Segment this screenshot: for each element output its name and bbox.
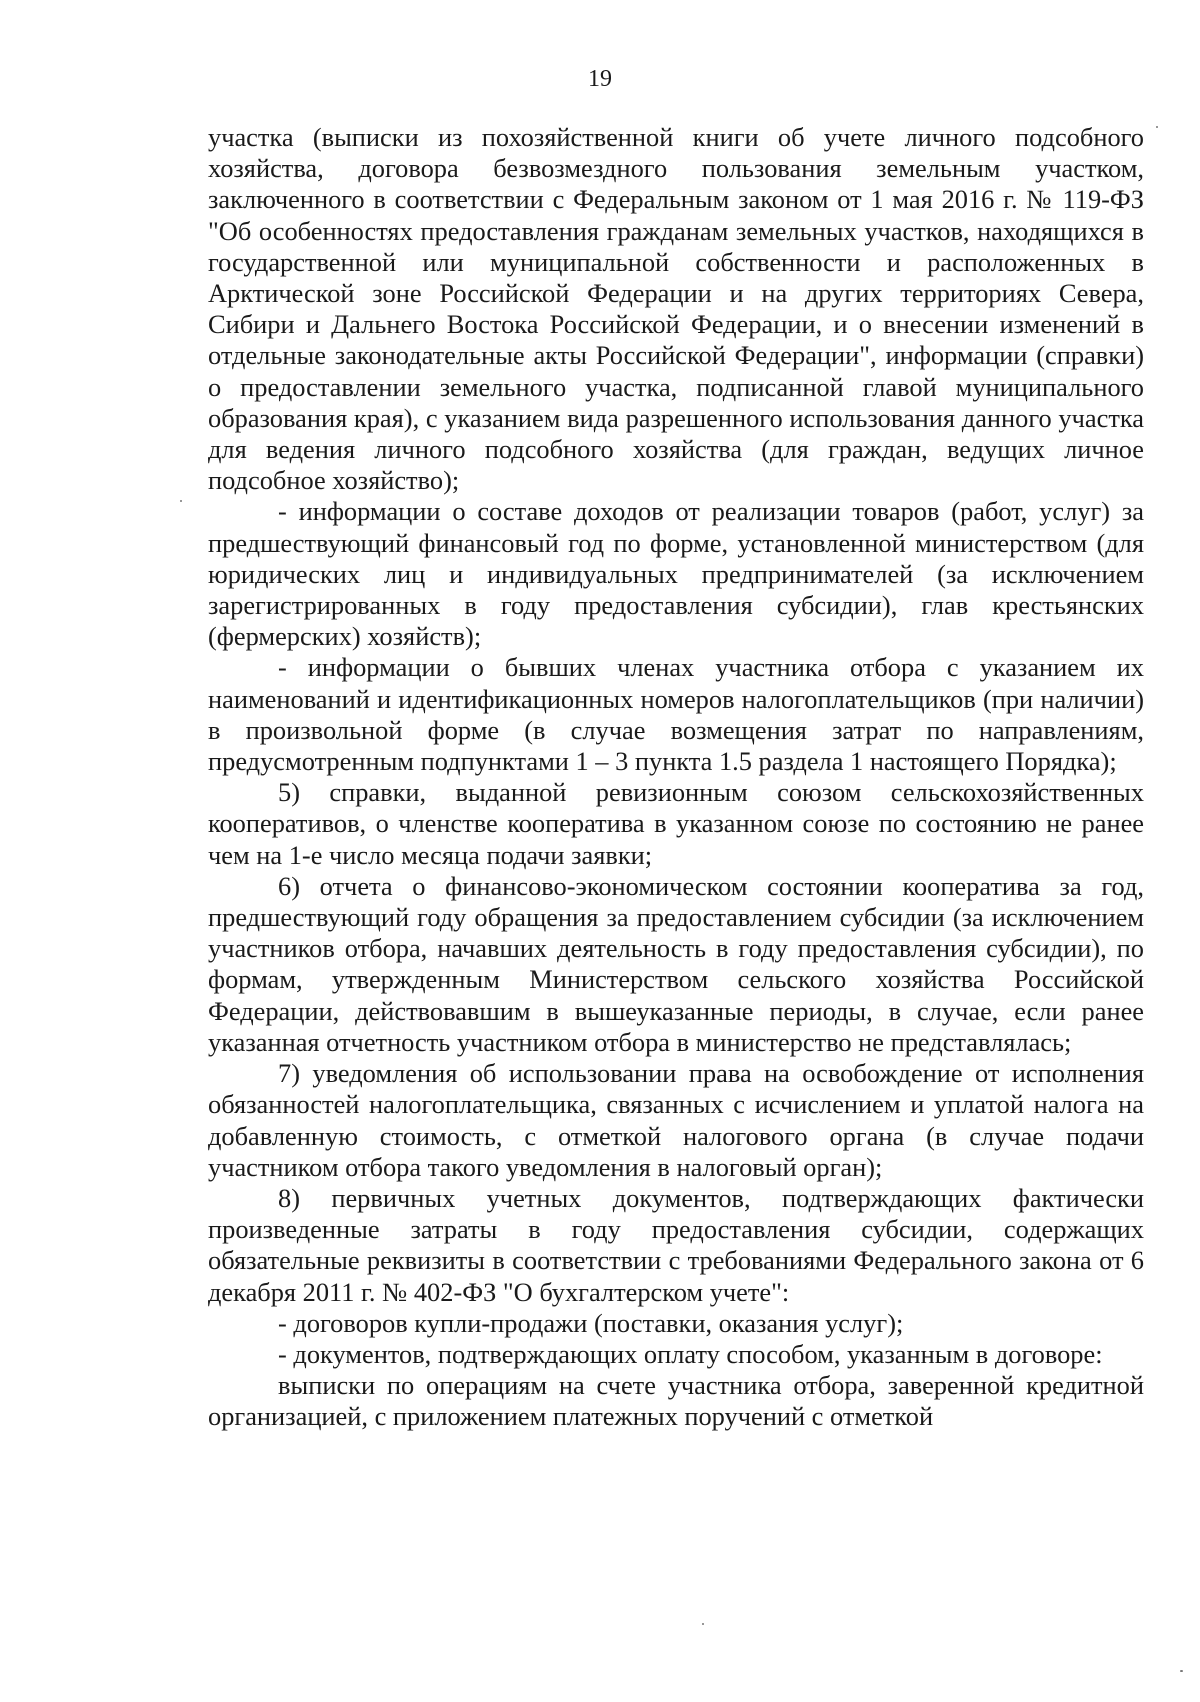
paragraph: - информации о составе доходов от реализации товаров (работ, услуг) за предшествующий финансовый год по форме, установленной министерством (для юридических лиц и индивидуальных предпринимателей (за исключением зарегистрированных в году предоставления субсидии), глав крестьянских (фермерских) хозяйств);	[208, 496, 1144, 652]
scan-speck	[1180, 1670, 1183, 1672]
paragraph: - договоров купли-продажи (поставки, оказания услуг);	[278, 1307, 904, 1338]
paragraph: 6) отчета о финансово-экономическом состоянии кооператива за год, предшествующий году обращения за предоставлением субсидии (за исключением участников отбора, начавших деятельность в году предоставления субсидии), по формам, утвержденным Министерством сельского хозяйства Российской Федерации, действовавшим в вышеуказанные периоды, в случае, если ранее указанная отчетность участником отбора в министерство не представлялась;	[208, 870, 1144, 1057]
paragraph: - информации о бывших членах участника отбора с указанием их наименований и идентификационных номеров налогоплательщиков (при наличии) в произвольной форме (в случае возмещения затрат по направлениям, предусмотренным подпунктами 1 – 3 пункта 1.5 раздела 1 настоящего Порядка);	[208, 652, 1144, 777]
scan-speck	[702, 1623, 704, 1625]
paragraph: выписки по операциям на счете участника отбора, заверенной кредитной организацией, с приложением платежных поручений с отметкой	[208, 1370, 1144, 1432]
document-body	[208, 122, 1144, 1433]
paragraph: 5) справки, выданной ревизионным союзом сельскохозяйственных кооперативов, о членстве кооператива в указанном союзе по состоянию не ранее чем на 1-е число месяца подачи заявки;	[208, 777, 1144, 870]
paragraph: - документов, подтверждающих оплату способом, указанным в договоре:	[278, 1338, 1103, 1369]
paragraph: 8) первичных учетных документов, подтверждающих фактически произведенные затраты в году предоставления субсидии, содержащих обязательные реквизиты в соответствии с требованиями Федерального закона от 6 декабря 2011 г. № 402-ФЗ "О бухгалтерском учете":	[208, 1182, 1144, 1307]
page-number: 19	[588, 66, 612, 92]
paragraph: 7) уведомления об использовании права на освобождение от исполнения обязанностей налогоплательщика, связанных с исчислением и уплатой налога на добавленную стоимость, с отметкой налогового органа (в случае подачи участником отбора такого уведомления в налоговый орган);	[208, 1058, 1144, 1182]
scan-speck	[1156, 126, 1158, 128]
scan-speck	[180, 500, 182, 502]
paragraph: участка (выписки из похозяйственной книги об учете личного подсобного хозяйства, договора безвозмездного пользования земельным участком, заключенного в соответствии с Федеральным законом от 1 мая 2016 г. № 119-ФЗ "Об особенностях предоставления гражданам земельных участков, находящихся в государственной или муниципальной собственности и расположенных в Арктической зоне Российской Федерации и на других территориях Севера, Сибири и Дальнего Востока Российской Федерации, и о внесении изменений в отдельные законодательные акты Российской Федерации", информации (справки) о предоставлении земельного участка, подписанной главой муниципального образования края), с указанием вида разрешенного использования данного участка для ведения личного подсобного хозяйства (для граждан, ведущих личное подсобное хозяйство);	[208, 122, 1144, 496]
